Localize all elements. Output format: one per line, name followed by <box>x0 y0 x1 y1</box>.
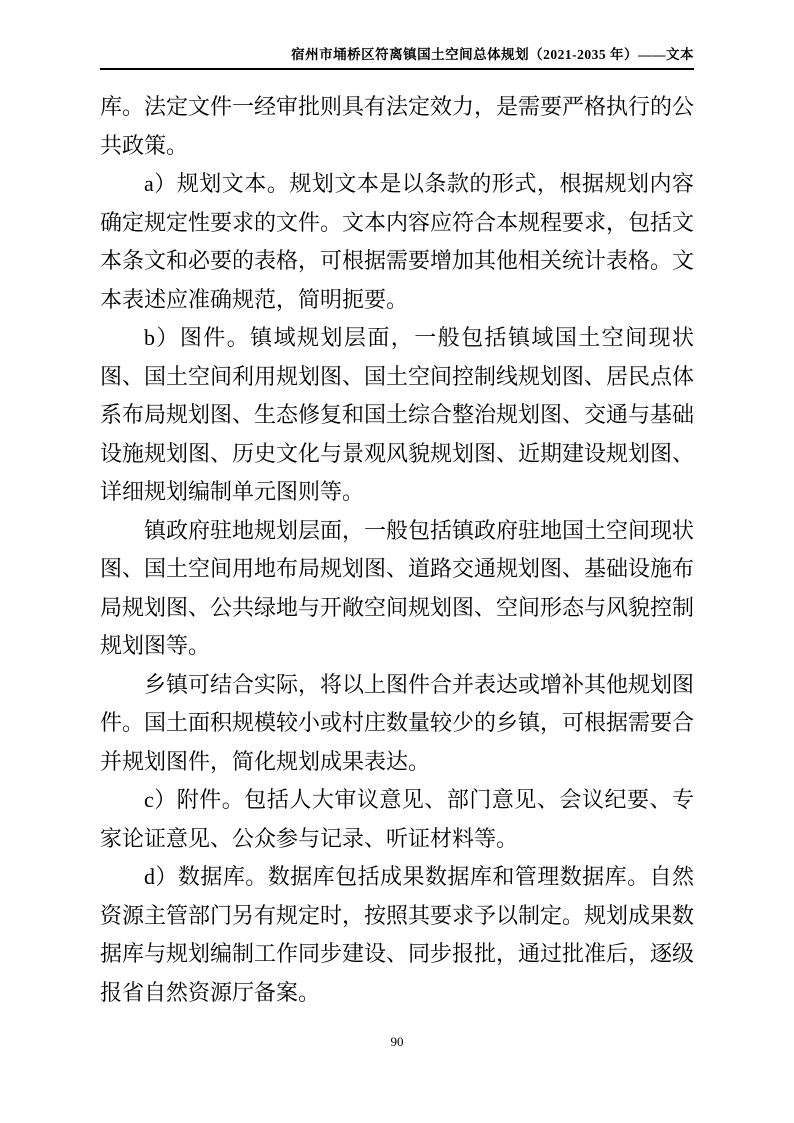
body-paragraph: a）规划文本。规划文本是以条款的形式，根据规划内容确定规定性要求的文件。文本内容应符合本规程要求，包括文本条文和必要的表格，可根据需要增加其他相关统计表格。文本表述应准确规范，简明扼要。 <box>100 171 695 312</box>
body-paragraph: b）图件。镇域规划层面，一般包括镇域国土空间现状图、国土空间利用规划图、国土空间控制线规划图、居民点体系布局规划图、生态修复和国土综合整治规划图、交通与基础设施规划图、历史文化与景观风貌规划图、近期建设规划图、详细规划编制单元图则等。 <box>100 325 695 504</box>
page-header <box>100 46 694 70</box>
body-paragraph: 镇政府驻地规划层面，一般包括镇政府驻地国土空间现状图、国土空间用地布局规划图、道路交通规划图、基础设施布局规划图、公共绿地与开敞空间规划图、空间形态与风貌控制规划图等。 <box>100 517 695 658</box>
body-paragraph: 库。法定文件一经审批则具有法定效力，是需要严格执行的公共政策。 <box>100 94 695 158</box>
header-title: 宿州市埇桥区符离镇国土空间总体规划（2021-2035 年）——文本 <box>291 47 694 62</box>
body-paragraph: 乡镇可结合实际，将以上图件合并表达或增补其他规划图件。国土面积规模较小或村庄数量较少的乡镇，可根据需要合并规划图件，简化规划成果表达。 <box>100 671 695 774</box>
page-footer <box>0 1033 794 1051</box>
body-paragraph: c）附件。包括人大审议意见、部门意见、会议纪要、专家论证意见、公众参与记录、听证材料等。 <box>100 787 694 851</box>
body-paragraph: d）数据库。数据库包括成果数据库和管理数据库。自然资源主管部门另有规定时，按照其要求予以制定。规划成果数据库与规划编制工作同步建设、同步报批，通过批准后，逐级报省自然资源厅备案。 <box>100 864 695 1005</box>
document-body <box>100 88 694 1012</box>
page-number: 90 <box>390 1034 404 1049</box>
